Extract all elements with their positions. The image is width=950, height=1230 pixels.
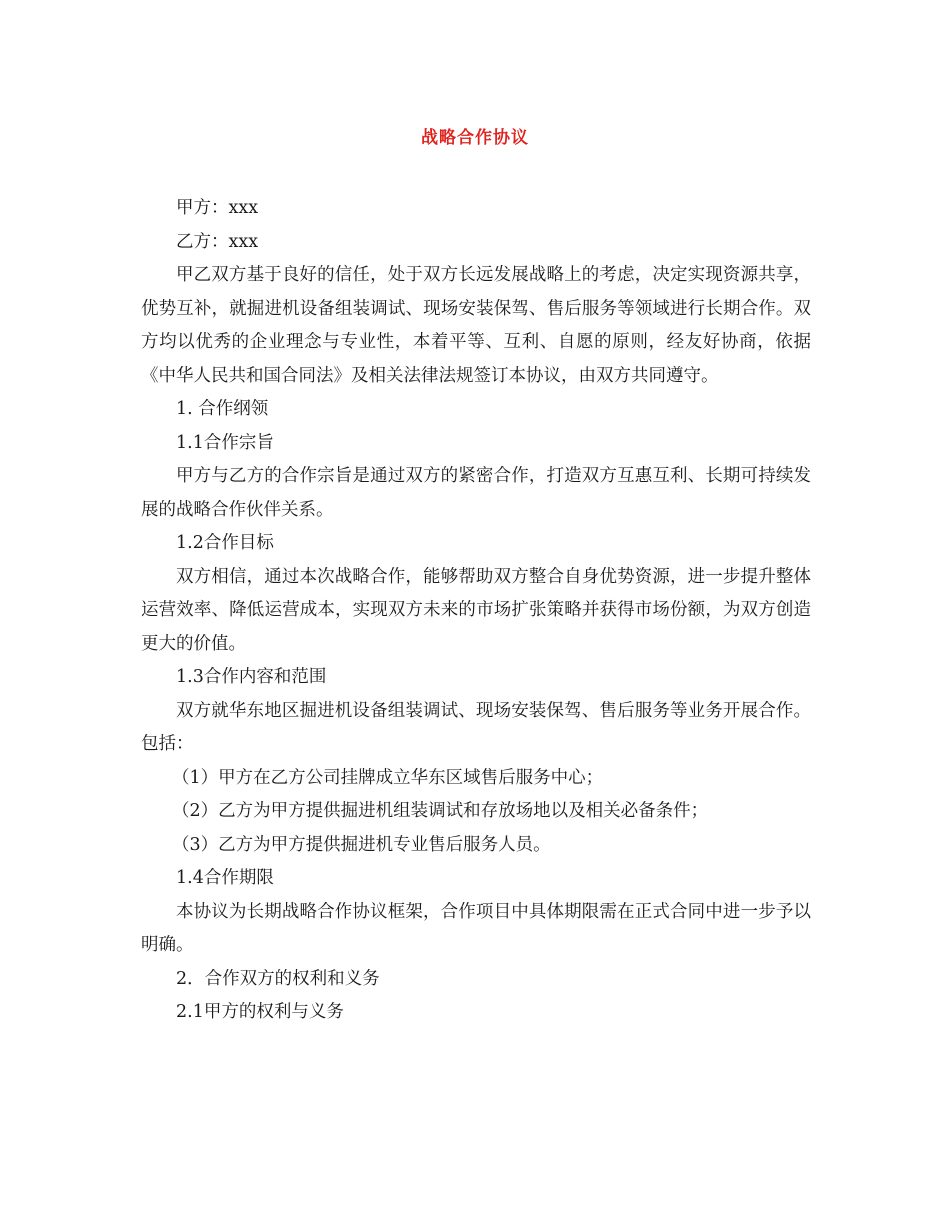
section-1-3-text: 双方就华东地区掘进机设备组装调试、现场安装保驾、售后服务等业务开展合作。包括： (141, 700, 811, 754)
section-1-1-text: 甲方与乙方的合作宗旨是通过双方的紧密合作，打造双方互惠互利、长期可持续发展的战略合作伙伴关系。 (141, 466, 811, 520)
intro-paragraph: 甲乙双方基于良好的信任，处于双方长远发展战略上的考虑，决定实现资源共享，优势互补，就掘进机设备组装调试、现场安装保驾、售后服务等领域进行长期合作。双方均以优秀的企业理念与专业性，本着平等、互利、自愿的原则，经友好协商，依据《中华人民共和国合同法》及相关法律法规签订本协议，由双方共同遵守。 (141, 265, 811, 386)
section-1-1-heading: 1.1合作宗旨 (176, 432, 274, 453)
section-1-2-heading: 1.2合作目标 (176, 533, 274, 553)
document-body (141, 192, 811, 1030)
section-2-1-heading: 2.1甲方的权利与义务 (176, 1002, 344, 1022)
party-a: 甲方：xxx (176, 198, 259, 218)
list-item: （1）甲方在乙方公司挂牌成立华东区域售后服务中心； (172, 767, 604, 788)
section-1-heading: 1. 合作纲领 (176, 399, 269, 419)
list-item: （2）乙方为甲方提供掘进机组装调试和存放场地以及相关必备条件； (172, 801, 709, 821)
section-2-heading: 2．合作双方的权利和义务 (176, 968, 380, 989)
document-title: 战略合作协议 (421, 128, 529, 148)
section-1-3-heading: 1.3合作内容和范围 (176, 667, 327, 687)
section-1-2-text: 双方相信，通过本次战略合作，能够帮助双方整合自身优势资源，进一步提升整体运营效率、降低运营成本，实现双方未来的市场扩张策略并获得市场份额，为双方创造更大的价值。 (141, 566, 811, 654)
list-item: （3）乙方为甲方提供掘进机专业售后服务人员。 (172, 834, 551, 855)
party-b: 乙方：xxx (176, 231, 259, 252)
section-1-4-text: 本协议为长期战略合作协议框架，合作项目中具体期限需在正式合同中进一步予以明确。 (141, 901, 811, 955)
section-1-4-heading: 1.4合作期限 (176, 868, 274, 888)
